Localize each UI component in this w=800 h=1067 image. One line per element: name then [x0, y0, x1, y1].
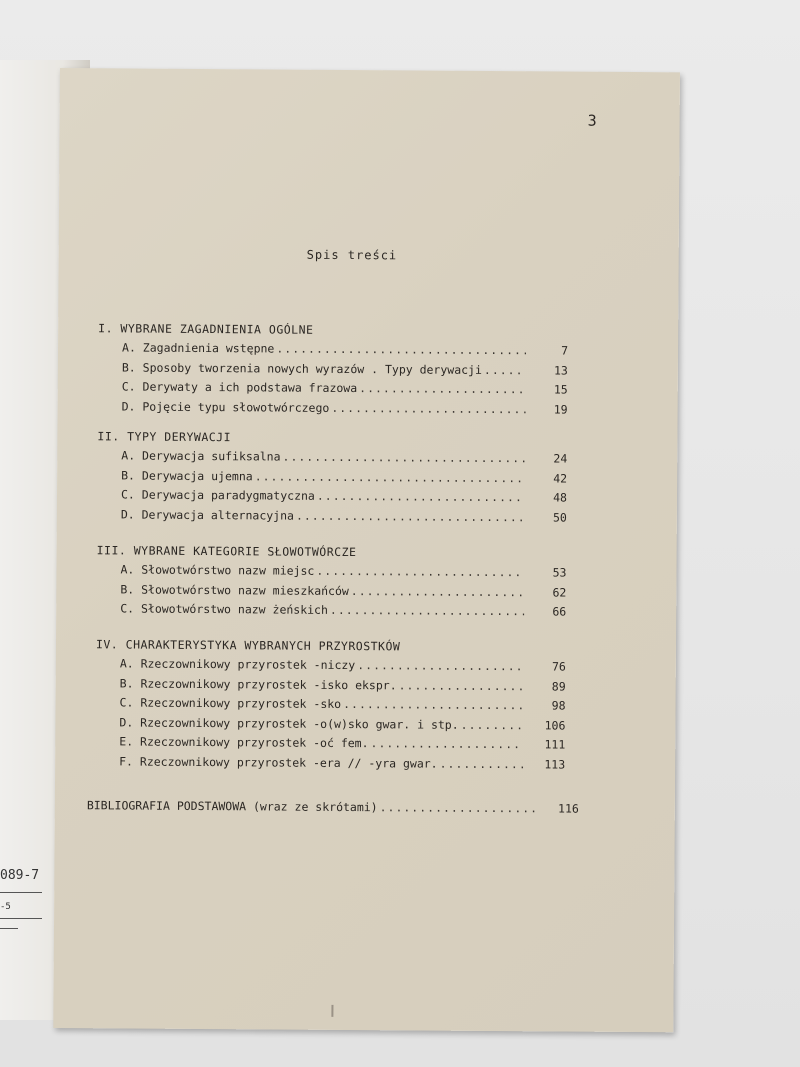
- entry-label: E. Rzeczownikowy przyrostek -oć fem.: [119, 734, 369, 751]
- section-heading: II. TYPY DERYWACJI: [97, 429, 232, 445]
- leader-dots: [253, 467, 526, 488]
- document-page: [53, 68, 680, 1032]
- toc-section: [97, 426, 568, 527]
- entry-label: C. Derywacja paradygmatyczna: [120, 487, 315, 503]
- leader-dots: [314, 562, 524, 583]
- toc-section: [98, 318, 569, 419]
- section-heading: IV. CHARAKTERYSTYKA WYBRANYCH PRZYROSTKÓW: [95, 637, 401, 654]
- leader-dots: [328, 601, 524, 622]
- entry-label: C. Derywaty a ich podstawa frazowa: [121, 379, 358, 396]
- leader-dots: [438, 754, 524, 774]
- leader-dots: [482, 360, 526, 380]
- toc-entry: [87, 796, 579, 819]
- bibliography-entry: [87, 796, 579, 819]
- entry-label: A. Zagadnienia wstępne: [122, 340, 275, 356]
- entry-page: 15: [553, 382, 568, 397]
- leader-dots: [315, 487, 525, 508]
- toc-entry: [96, 599, 566, 622]
- entry-page: 76: [551, 659, 566, 674]
- entry-label: B. Rzeczownikowy przyrostek -isko ekspr.: [119, 675, 397, 692]
- entry-page: 106: [544, 717, 566, 733]
- entry-label: A. Derywacja sufiksalna: [121, 448, 281, 464]
- divider-line: [0, 918, 42, 919]
- entry-label: C. Słowotwórstwo nazw żeńskich: [120, 601, 328, 617]
- leader-dots: [459, 715, 524, 735]
- leader-dots: [341, 695, 524, 716]
- leader-dots: [355, 656, 524, 677]
- leader-dots: [349, 582, 525, 603]
- entry-page: 98: [551, 698, 566, 713]
- leader-dots: [378, 798, 537, 819]
- leader-dots: [280, 448, 525, 469]
- entry-page: 48: [553, 490, 568, 505]
- entry-label: B. Derywacja ujemna: [121, 467, 253, 483]
- toc-entry: [97, 505, 567, 528]
- leader-dots: [294, 506, 525, 527]
- entry-page: 42: [553, 470, 568, 486]
- entry-page: 113: [544, 756, 566, 772]
- leader-dots: [368, 734, 523, 755]
- entry-page: 66: [552, 604, 567, 619]
- entry-label: F. Rzeczownikowy przyrostek -era // -yra gwar.: [119, 753, 438, 771]
- entry-page: 116: [558, 801, 579, 816]
- page-number: 3: [587, 111, 597, 130]
- toc-entry: [95, 752, 565, 775]
- isbn-fragment: 089-7: [0, 868, 40, 883]
- entry-label: D. Pojęcie typu słowotwórczego: [121, 398, 330, 415]
- entry-label: B. Sposoby tworzenia nowych wyrazów . Typy derywacji: [121, 359, 482, 377]
- toc-title: Spis treści: [306, 247, 398, 263]
- toc-entry: [98, 397, 568, 420]
- paper-mark: [331, 1005, 333, 1017]
- leader-dots: [329, 398, 525, 419]
- leader-dots: [397, 676, 524, 696]
- entry-page: 50: [552, 509, 567, 525]
- toc-section: [96, 540, 567, 622]
- entry-label: D. Derywacja alternacyjna: [120, 506, 295, 523]
- divider-line: [0, 892, 42, 893]
- divider-line: [0, 928, 18, 929]
- entry-page: 7: [561, 343, 569, 358]
- entry-page: 24: [553, 451, 568, 466]
- entry-page: 19: [553, 401, 568, 417]
- toc-section: [95, 634, 566, 774]
- entry-label: D. Rzeczownikowy przyrostek -o(w)sko gwar. i stp.: [119, 714, 459, 732]
- entry-page: 111: [544, 737, 566, 752]
- entry-page: 89: [551, 678, 566, 694]
- entry-label: BIBLIOGRAFIA PODSTAWOWA (wraz ze skrótami): [86, 798, 378, 815]
- code-fragment: -5: [0, 902, 11, 912]
- entry-page: 62: [552, 584, 567, 600]
- entry-page: 53: [552, 565, 567, 580]
- entry-page: 13: [553, 362, 568, 378]
- section-heading: III. WYBRANE KATEGORIE SŁOWOTWÓRCZE: [96, 543, 357, 560]
- leader-dots: [274, 340, 526, 361]
- leader-dots: [357, 379, 526, 400]
- entry-label: B. Słowotwórstwo nazw mieszkańców: [120, 581, 349, 598]
- entry-label: C. Rzeczownikowy przyrostek -sko: [119, 695, 342, 711]
- entry-label: A. Słowotwórstwo nazw miejsc: [120, 562, 315, 578]
- section-heading: I. WYBRANE ZAGADNIENIA OGÓLNE: [98, 321, 314, 337]
- entry-label: A. Rzeczownikowy przyrostek -niczy: [119, 656, 356, 673]
